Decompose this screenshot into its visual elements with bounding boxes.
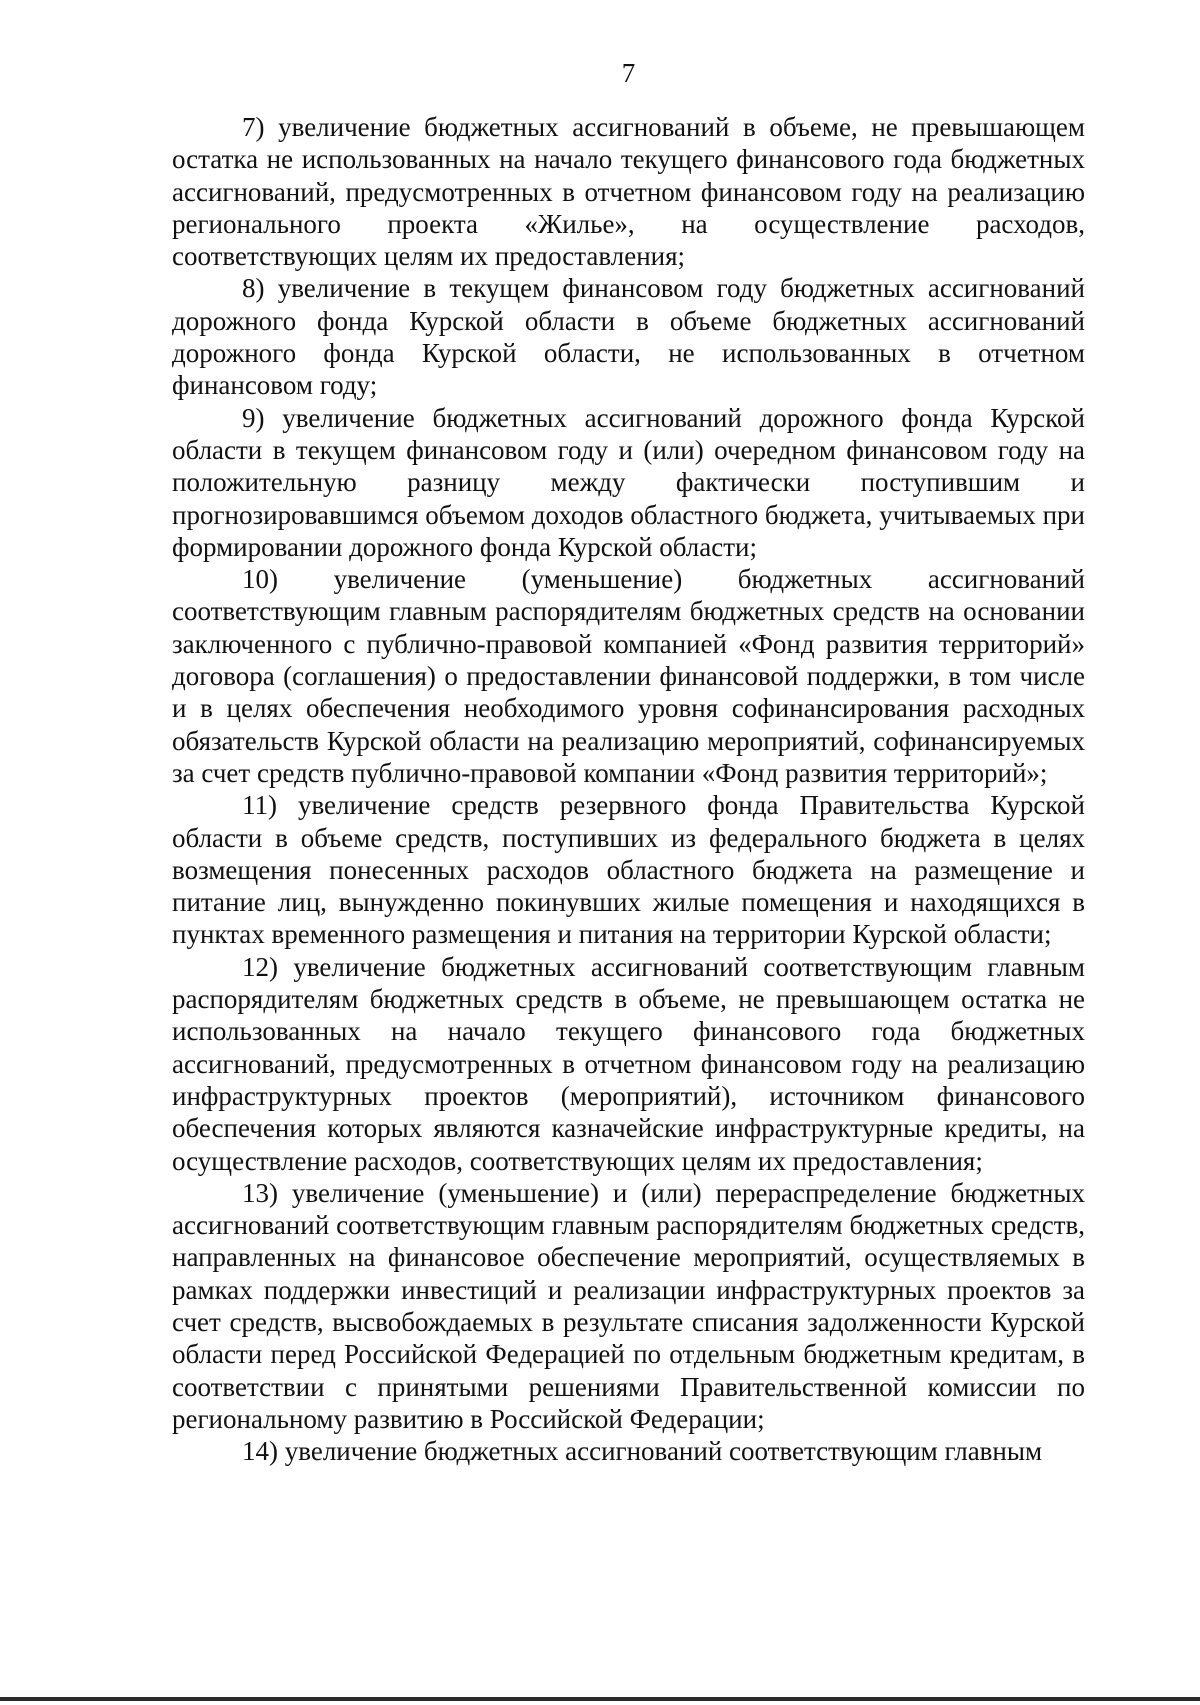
scan-bottom-edge bbox=[0, 1697, 1200, 1701]
paragraph-item-7: 7) увеличение бюджетных ассигнований в объеме, не превышающем остатка не использованных на начало текущего финансового года бюджетных ассигнований, предусмотренных в отчетном финансовом году на реализацию регионального проекта «Жилье», на осуществление расходов, соответствующих целям их предоставления; bbox=[172, 112, 1085, 272]
page-number: 7 bbox=[621, 58, 636, 88]
paragraph-item-11: 11) увеличение средств резервного фонда Правительства Курской области в объеме средств, поступивших из федерального бюджета в целях возмещения понесенных расходов областного бюджета на размещение и питание лиц, вынужденно покинувших жилые помещения и находящихся в пунктах временного размещения и питания на территории Курской области; bbox=[172, 790, 1085, 950]
paragraph-item-9: 9) увеличение бюджетных ассигнований дорожного фонда Курской области в текущем финансовом году и (или) очередном финансовом году на положительную разницу между фактически поступившим и прогнозировавшимся объемом доходов областного бюджета, учитываемых при формировании дорожного фонда Курской области; bbox=[172, 402, 1085, 562]
paragraph-item-12: 12) увеличение бюджетных ассигнований соответствующим главным распорядителям бюджетных средств в объеме, не превышающем остатка не использованных на начало текущего финансового года бюджетных ассигнований, предусмотренных в отчетном финансовом году на реализацию инфраструктурных проектов (мероприятий), источником финансового обеспечения которых являются казначейские инфраструктурные кредиты, на осуществление расходов, соответствующих целям их предоставления; bbox=[172, 951, 1085, 1176]
document-body bbox=[172, 111, 1085, 1467]
paragraph-item-8: 8) увеличение в текущем финансовом году бюджетных ассигнований дорожного фонда Курской области в объеме бюджетных ассигнований дорожного фонда Курской области, не использованных в отчетном финансовом году; bbox=[172, 273, 1085, 401]
paragraph-item-14: 14) увеличение бюджетных ассигнований соответствующим главным bbox=[242, 1436, 1043, 1467]
paragraph-item-10: 10) увеличение (уменьшение) бюджетных ассигнований соответствующим главным распорядителям бюджетных средств на основании заключенного с публично-правовой компанией «Фонд развития территорий» договора (соглашения) о предоставлении финансовой поддержки, в том числе и в целях обеспечения необходимого уровня софинансирования расходных обязательств Курской области на реализацию мероприятий, софинансируемых за счет средств публично-правовой компании «Фонд развития территорий»; bbox=[172, 564, 1085, 788]
paragraph-item-13: 13) увеличение (уменьшение) и (или) перераспределение бюджетных ассигнований соответствующим главным распорядителям бюджетных средств, направленных на финансовое обеспечение мероприятий, осуществляемых в рамках поддержки инвестиций и реализации инфраструктурных проектов за счет средств, высвобождаемых в результате списания задолженности Курской области перед Российской Федерацией по отдельным бюджетным кредитам, в соответствии с принятыми решениями Правительственной комиссии по региональному развитию в Российской Федерации; bbox=[172, 1177, 1085, 1434]
